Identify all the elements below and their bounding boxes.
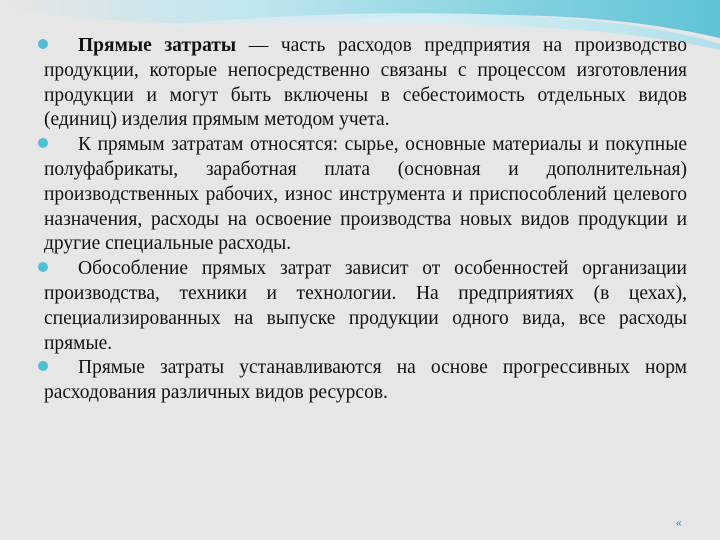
paragraph-direct-costs-separation xyxy=(44,257,687,356)
paragraph-direct-costs-definition xyxy=(44,34,687,133)
paragraph-text: Обособление прямых затрат зависит от особенностей организации производства, техники и технологии. На предприятиях (в цехах), специализированных на выпуске продукции одного вида, все расходы прямые. xyxy=(44,258,687,354)
paragraph-direct-costs-norms xyxy=(44,356,687,406)
bullet-icon xyxy=(38,262,48,272)
paragraph-text: — часть расходов предприятия на производство продукции, которые непосредственно связаны с процессом изготовления продукции и могут быть включены в себестоимость отдельных видов (единиц) изделия прямым методом учета. xyxy=(44,35,687,131)
paragraph-text: Прямые затраты устанавливаются на основе прогрессивных норм расходования различных видов ресурсов. xyxy=(44,357,687,404)
bullet-icon xyxy=(38,138,48,148)
paragraph-direct-costs-composition xyxy=(44,133,687,257)
bullet-icon xyxy=(38,361,48,371)
term-direct-costs: Прямые затраты xyxy=(78,35,237,56)
slide-number: « xyxy=(676,518,682,529)
bullet-icon xyxy=(38,39,48,49)
body-text xyxy=(44,34,687,406)
paragraph-text: К прямым затратам относятся: сырье, основные материалы и покупные полуфабрикаты, заработная плата (основная и дополнительная) производственных рабочих, износ инструмента и приспособлений целевого назначения, расходы на освоение производства новых видов продукции и другие специальные расходы. xyxy=(44,134,687,255)
